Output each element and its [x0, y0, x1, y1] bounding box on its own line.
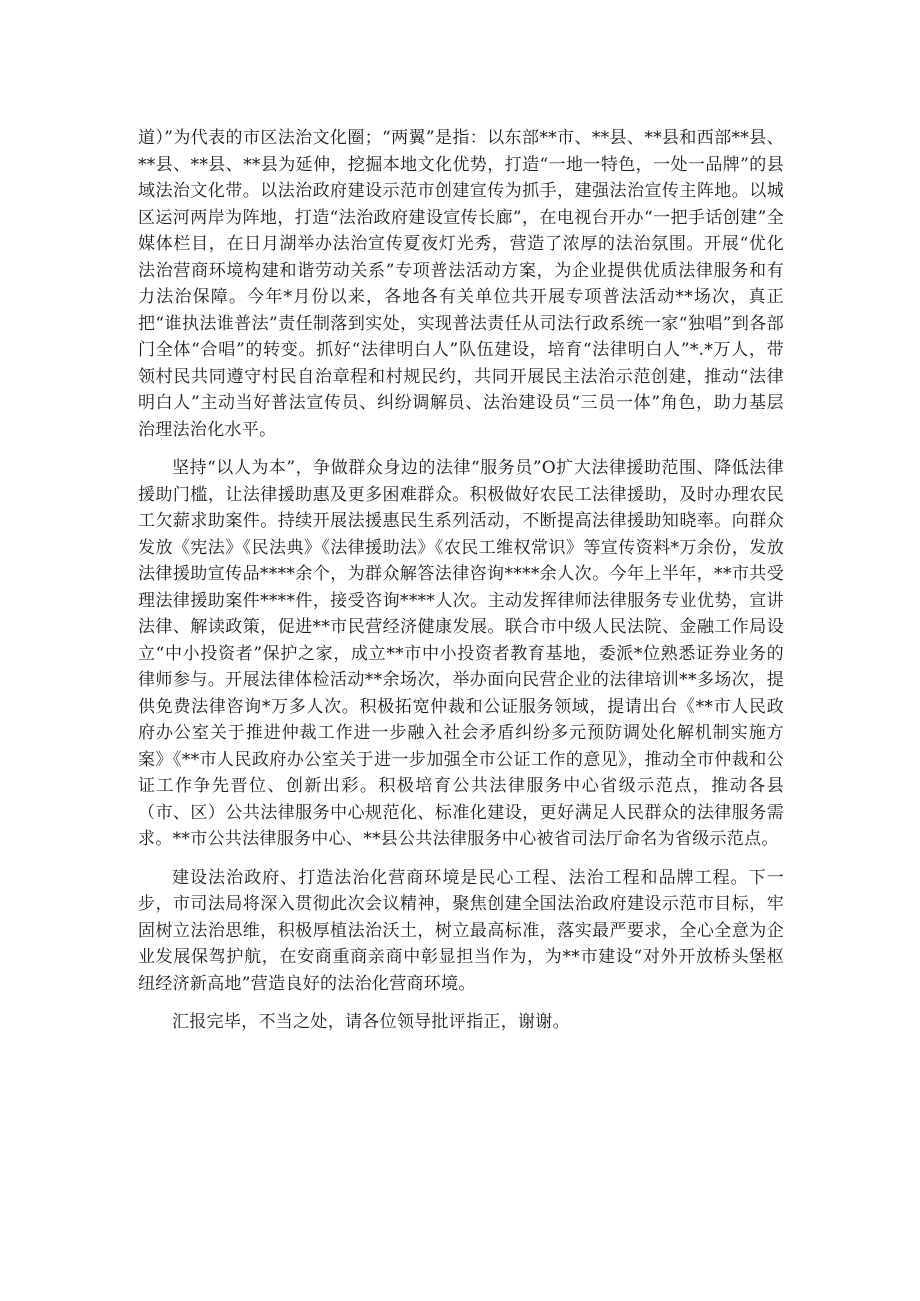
paragraph-legal-aid: 坚持“以人为本”，争做群众身边的法律“服务员”O扩大法律援助范围、降低法律援助门槛，让法律援助惠及更多困难群众。积极做好农民工法律援助，及时办理农民工欠薪求助案件。持续开展法援惠民生系列活动，不断提高法律援助知晓率。向群众发放《宪法》《民法典》《法律援助法》《农民工维权常识》等宣传资料*万余份，发放法律援助宣传品****余个，为群众解答法律咨询****余人次。今年上半年，**市共受理法律援助案件****件，接受咨询****人次。主动发挥律师法律服务专业优势，宣讲法律、解读政策，促进**市民营经济健康发展。联合市中级人民法院、金融工作局设立“中小投资者”保护之家，成立**市中小投资者教育基地，委派*位熟悉证券业务的律师参与。开展法律体检活动**余场次，举办面向民营企业的法律培训**多场次，提供免费法律咨询*万多人次。积极拓宽仲裁和公证服务领域，提请出台《**市人民政府办公室关于推进仲裁工作进一步融入社会矛盾纠纷多元预防调处化解机制实施方案》《**市人民政府办公室关于进一步加强全市公证工作的意见》，推动全市仲裁和公证工作争先晋位、创新出彩。积极培育公共法律服务中心省级示范点，推动各县（市、区）公共法律服务中心规范化、标准化建设，更好满足人民群众的法律服务需求。**市公共法律服务中心、**县公共法律服务中心被省司法厅命名为省级示范点。 [138, 458, 784, 849]
paragraph-closing: 汇报完毕，不当之处，请各位领导批评指正，谢谢。 [172, 1012, 570, 1032]
paragraph-next-steps: 建设法治政府、打造法治化营商环境是民心工程、法治工程和品牌工程。下一步，市司法局将深入贯彻此次会议精神，聚焦创建全国法治政府建设示范市目标，牢固树立法治思维，积极厚植法治沃土，树立最高标准，落实最严要求，全心全意为企业发展保驾护航，在安商重商亲商中彰显担当作为，为**市建设“对外开放桥头堡枢纽经济新高地”营造良好的法治化营商环境。 [138, 867, 784, 994]
paragraph-continuation: 道）”为代表的市区法治文化圈；“两翼”是指：以东部**市、**县、**县和西部**县、**县、**县、**县为延伸，挖掘本地文化优势，打造“一地一特色，一处一品牌”的县域法治文化带。以法治政府建设示范市创建宣传为抓手，建强法治宣传主阵地。以城区运河两岸为阵地，打造“法治政府建设宣传长廊”，在电视台开办“一把手话创建”全媒体栏目，在日月湖举办法治宣传夏夜灯光秀，营造了浓厚的法治氛围。开展“优化法治营商环境构建和谐劳动关系”专项普法活动方案，为企业提供优质法律服务和有力法治保障。今年*月份以来，各地各有关单位共开展专项普法活动**场次，真正把“谁执法谁普法”责任制落到实处，实现普法责任从司法行政系统一家“独唱”到各部门全体“合唱”的转变。抓好“法律明白人”队伍建设，培育“法律明白人”*.*万人，带领村民共同遵守村民自治章程和村规民约，共同开展民主法治示范创建，推动“法律明白人”主动当好普法宣传员、纠纷调解员、法治建设员“三员一体”角色，助力基层治理法治化水平。 [138, 128, 784, 440]
document-body [138, 125, 784, 1048]
